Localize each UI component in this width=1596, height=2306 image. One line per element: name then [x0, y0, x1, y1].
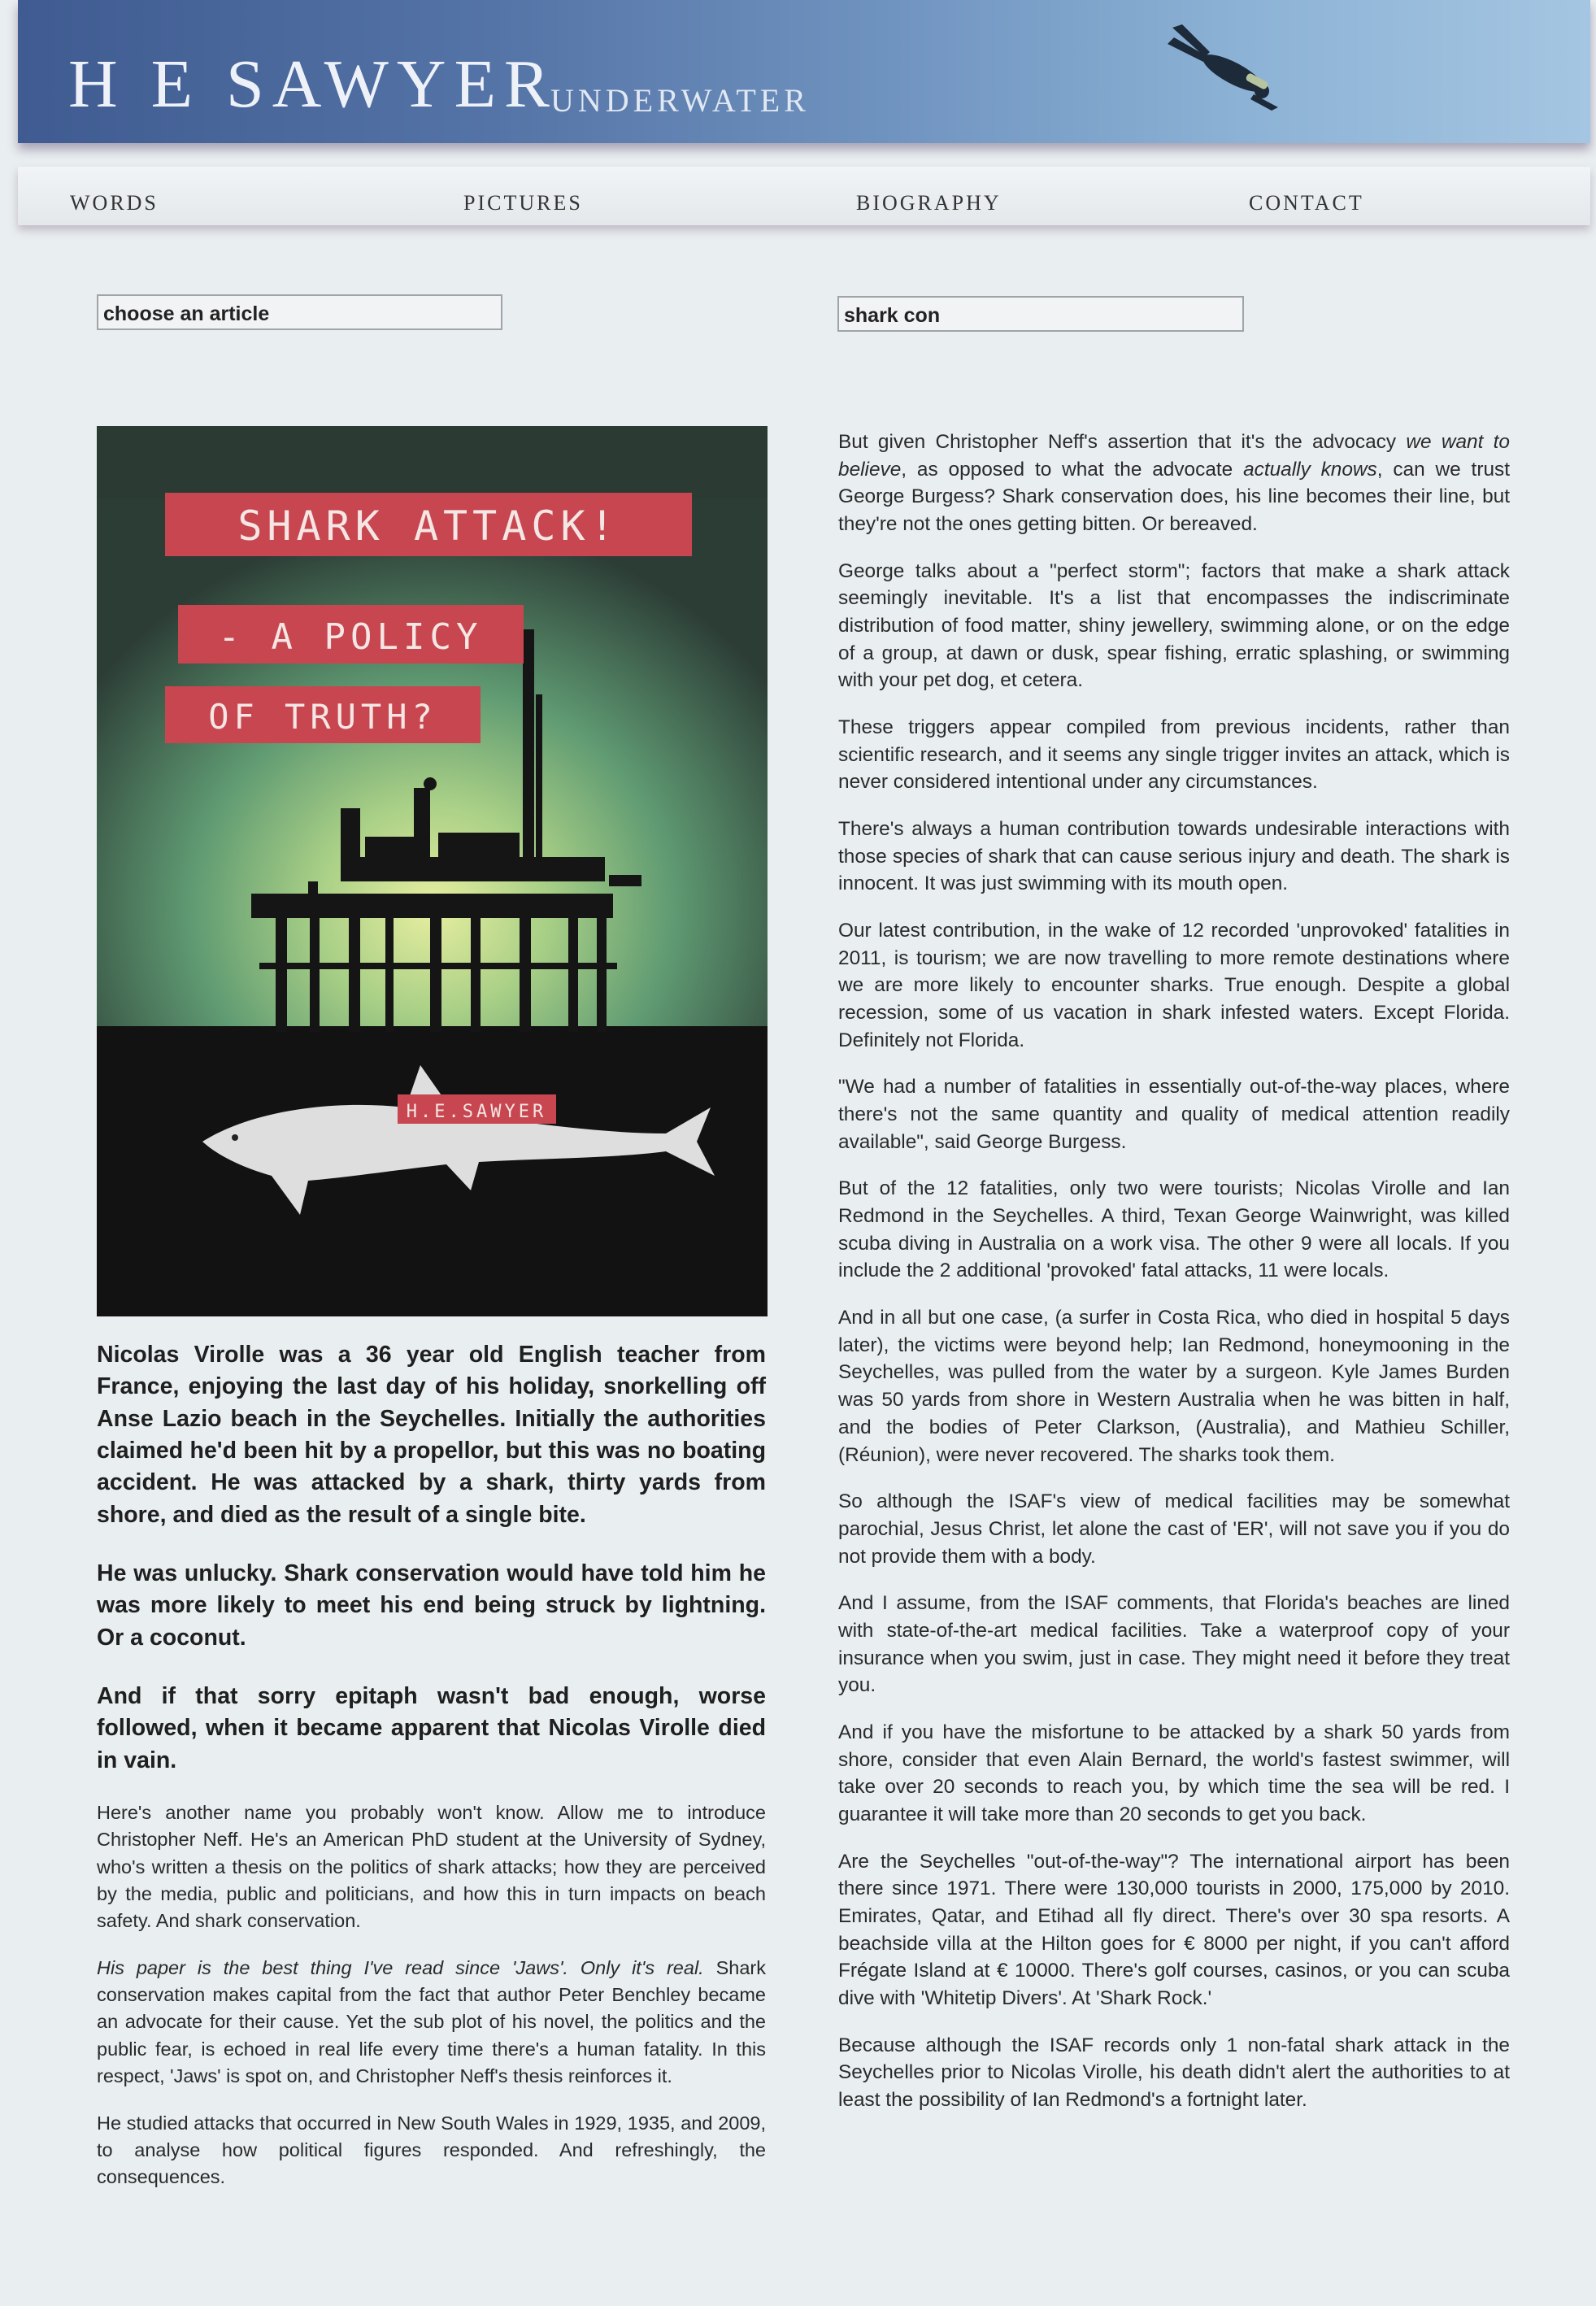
- nav-pictures[interactable]: PICTURES: [463, 191, 583, 215]
- nav-contact[interactable]: CONTACT: [1249, 191, 1364, 215]
- body-paragraph: And if you have the misfortune to be attacked by a shark 50 yards from shore, consider that even Alain Bernard, the world's fastest swimmer, will take over 20 seconds to reach you, by which time the sea will be red. I guarantee it will take more than 20 seconds to get you back.: [838, 1721, 1510, 1825]
- lead-paragraph: And if that sorry epitaph wasn't bad enough, worse followed, when it became apparent that Nicolas Virolle died in vain.: [97, 1682, 766, 1773]
- body-paragraph: And I assume, from the ISAF comments, that Florida's beaches are lined with state-of-the-art medical facilities. Take a waterproof copy of your insurance when you swim, just in case. They might need it before they treat you.: [838, 1592, 1510, 1697]
- body-paragraph: [97, 1955, 766, 2091]
- left-column: [97, 1339, 766, 2191]
- cover-title-line3: OF TRUTH?: [208, 697, 437, 737]
- book-cover-image: [97, 426, 768, 1316]
- site-subtitle: UNDERWATER: [550, 82, 810, 119]
- nav-words[interactable]: WORDS: [70, 191, 159, 215]
- body-paragraph: So although the ISAF's view of medical facilities may be somewhat parochial, Jesus Christ, let alone the cast of 'ER', will not save you if you do not provide them with a body.: [838, 1490, 1510, 1568]
- site-banner: [18, 0, 1590, 143]
- body-paragraph: But of the 12 fatalities, only two were tourists; Nicolas Virolle and Ian Redmond in the Seychelles. A third, Texan George Wainwright, was killed scuba diving in Australia on a work visa. The other 9 were all locals. If you include the 2 additional 'provoked' fatal attacks, 11 were locals.: [838, 1177, 1510, 1282]
- body-paragraph: Are the Seychelles "out-of-the-way"? The international airport has been there since 1971. There were 130,000 tourists in 2000, 175,000 by 2010. Emirates, Qatar, and Etihad all fly direct. There's over 30 spa resorts. A beachside villa at the Hilton goes for € 8000 per night, if you can't afford Frégate Island at € 10000. There's golf courses, casinos, or you can scuba dive with 'Whitetip Divers'. At 'Shark Rock.': [838, 1850, 1510, 2009]
- body-text: Shark conservation makes capital from the fact that author Peter Benchley became an advocate for their cause. Yet the sub plot of his novel, the politics and the public fear, is echoed in real life every time there's a human fatality. In this respect, 'Jaws' is spot on, and Christopher Neff's thesis reinforces it.: [97, 1956, 766, 2087]
- body-text: , can we trust George Burgess? Shark conservation does, his line becomes their line, but they're not the ones getting bitten. Or bereaved.: [838, 458, 1510, 536]
- body-paragraph: "We had a number of fatalities in essentially out-of-the-way places, where there's not the same quantity and quality of medical attention readily available", said George Burgess.: [838, 1076, 1510, 1153]
- lead-paragraph: Nicolas Virolle was a 36 year old English teacher from France, enjoying the last day of his holiday, snorkelling off Anse Lazio beach in the Seychelles. Initially the authorities claimed he'd been hit by a propellor, but this was no boating accident. He was attacked by a shark, thirty yards from shore, and died as the result of a single bite.: [97, 1342, 766, 1528]
- cover-title-line1: SHARK ATTACK!: [237, 503, 620, 550]
- nav-biography[interactable]: BIOGRAPHY: [856, 191, 1002, 215]
- cover-author: H.E.SAWYER: [406, 1102, 547, 1122]
- article-select[interactable]: choose an article: [97, 294, 502, 330]
- body-paragraph: Our latest contribution, in the wake of 12 recorded 'unprovoked' fatalities in 2011, is tourism; we are now travelling to more remote destinations where we are more likely to encounter sharks. True enough. Despite a global recession, some of us vacation in shark infested waters. Except Florida. Definitely not Florida.: [838, 920, 1510, 1051]
- body-italic-text: His paper is the best thing I've read since 'Jaws'. Only it's real.: [97, 1956, 704, 1978]
- site-title[interactable]: H E SAWYER: [68, 46, 558, 122]
- cover-title-line2: - A POLICY: [218, 616, 483, 658]
- body-italic-text: we want to believe: [838, 431, 1510, 481]
- body-paragraph: He studied attacks that occurred in New South Wales in 1929, 1935, and 2009, to analyse how political figures responded. And refreshingly, the consequences.: [97, 2112, 766, 2188]
- body-italic-text: actually knows: [1243, 458, 1377, 481]
- main-nav: [18, 167, 1590, 225]
- body-paragraph: [838, 429, 1510, 538]
- right-column: [838, 429, 1510, 2114]
- diver-icon: [1156, 16, 1302, 114]
- body-paragraph: And in all but one case, (a surfer in Costa Rica, who died in hospital 5 days later), the victims were beyond help; Ian Redmond, honeymooning in the Seychelles, was pulled from the water by a surgeon. Kyle James Burden was 50 yards from shore in Western Australia when he was bitten in half, and the bodies of Peter Clarkson, (Australia), and Mathieu Schiller, (Réunion), were never recovered. The sharks took them.: [838, 1307, 1510, 1466]
- body-text: , as opposed to what the advocate: [901, 458, 1244, 481]
- body-paragraph: There's always a human contribution towards undesirable interactions with those species of shark that can cause serious injury and death. The shark is innocent. It was just swimming with its mouth open.: [838, 818, 1510, 895]
- body-paragraph: These triggers appear compiled from previous incidents, rather than scientific research, and it seems any single trigger invites an attack, which is never considered intentional under any circumstances.: [838, 716, 1510, 794]
- lead-paragraph: He was unlucky. Shark conservation would have told him he was more likely to meet his end being struck by lightning. Or a coconut.: [97, 1560, 766, 1651]
- article-title-select[interactable]: shark con: [837, 296, 1244, 332]
- body-paragraph: Here's another name you probably won't know. Allow me to introduce Christopher Neff. He's an American PhD student at the University of Sydney, who's written a thesis on the politics of shark attacks; how they are perceived by the media, public and politicians, and how this in turn impacts on beach safety. And shark conservation.: [97, 1801, 766, 1932]
- body-paragraph: George talks about a "perfect storm"; factors that make a shark attack seemingly inevitable. It's a list that encompasses the indiscriminate distribution of food matter, shiny jewellery, swimming alone, or on the edge of a group, at dawn or dusk, spear fishing, erratic splashing, or swimming with your pet dog, et cetera.: [838, 559, 1510, 692]
- body-text: But given Christopher Neff's assertion that it's the advocacy: [838, 431, 1407, 453]
- body-paragraph: Because although the ISAF records only 1 non-fatal shark attack in the Seychelles prior to Nicolas Virolle, his death didn't alert the authorities to at least the possibility of Ian Redmond's a fortnight later.: [838, 2034, 1510, 2111]
